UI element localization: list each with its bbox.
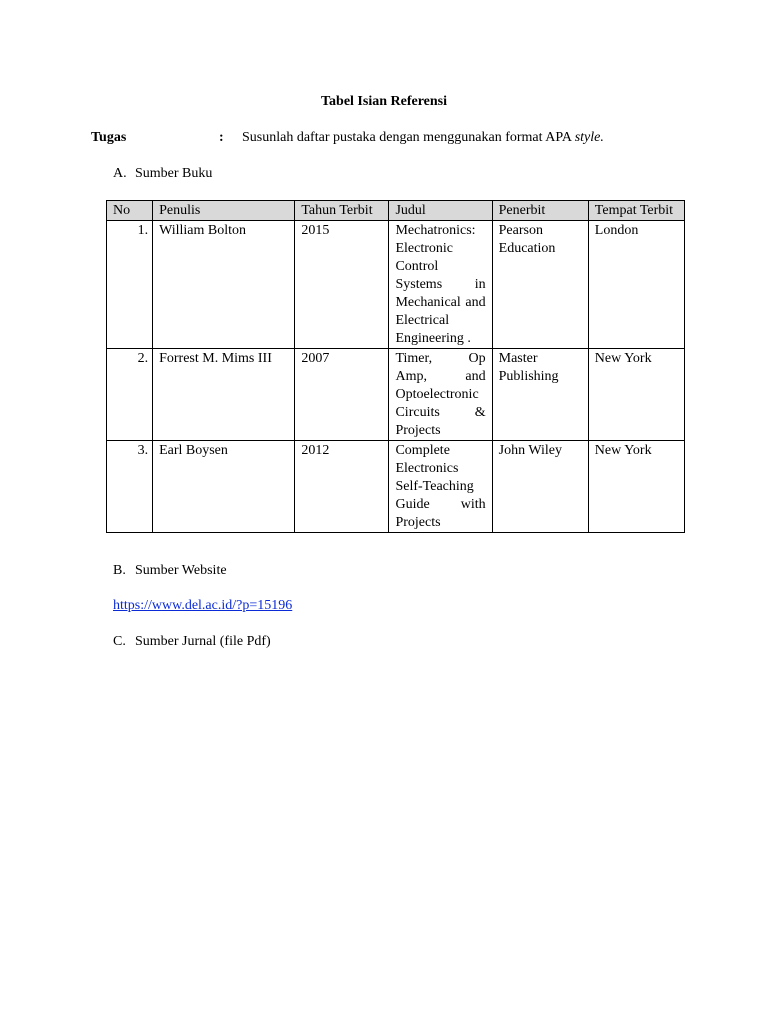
cell-judul: Mechatronics: Electronic Control Systems in Mechanical and Electrical Engineering . [389, 221, 492, 349]
cell-tempat: London [588, 221, 684, 349]
task-colon: : [219, 130, 224, 145]
section-c-label: Sumber Jurnal (file Pdf) [135, 634, 271, 649]
task-text [242, 129, 604, 147]
table-header-row [107, 201, 685, 221]
section-c-heading [113, 633, 271, 651]
table-row [107, 349, 685, 441]
section-a-letter: A. [113, 166, 127, 181]
section-b-heading [113, 562, 227, 580]
reference-table [106, 200, 685, 533]
website-link[interactable]: https://www.del.ac.id/?p=15196 [113, 598, 293, 613]
cell-tahun: 2015 [295, 221, 389, 349]
cell-tahun: 2012 [295, 441, 389, 533]
cell-tempat: New York [588, 441, 684, 533]
cell-penerbit: Pearson Education [492, 221, 588, 349]
task-instruction: Susunlah daftar pustaka dengan menggunakan format APA [242, 130, 575, 145]
cell-no: 2. [107, 349, 153, 441]
cell-tahun: 2007 [295, 349, 389, 441]
cell-no: 1. [107, 221, 153, 349]
table-row [107, 221, 685, 349]
header-tahun: Tahun Terbit [295, 201, 389, 221]
cell-penerbit: John Wiley [492, 441, 588, 533]
header-tempat: Tempat Terbit [588, 201, 684, 221]
cell-penulis: Earl Boysen [153, 441, 295, 533]
section-b-letter: B. [113, 563, 126, 578]
header-penerbit: Penerbit [492, 201, 588, 221]
cell-tempat: New York [588, 349, 684, 441]
task-label: Tugas [91, 130, 127, 145]
section-a-heading [113, 165, 212, 183]
cell-penulis: William Bolton [153, 221, 295, 349]
task-style-word: style. [574, 130, 604, 145]
section-a-label: Sumber Buku [135, 166, 213, 181]
section-c-letter: C. [113, 634, 126, 649]
document-title: Tabel Isian Referensi [320, 94, 447, 109]
cell-judul: Complete Electronics Self-Teaching Guide with Projects [389, 441, 492, 533]
cell-penulis: Forrest M. Mims III [153, 349, 295, 441]
section-b-label: Sumber Website [135, 563, 227, 578]
header-penulis: Penulis [153, 201, 295, 221]
header-judul: Judul [389, 201, 492, 221]
cell-penerbit: Master Publishing [492, 349, 588, 441]
task-line [0, 129, 768, 147]
header-no: No [107, 201, 153, 221]
table-row [107, 441, 685, 533]
cell-judul: Timer, Op Amp, and Optoelectronic Circuits & Projects [389, 349, 492, 441]
cell-no: 3. [107, 441, 153, 533]
